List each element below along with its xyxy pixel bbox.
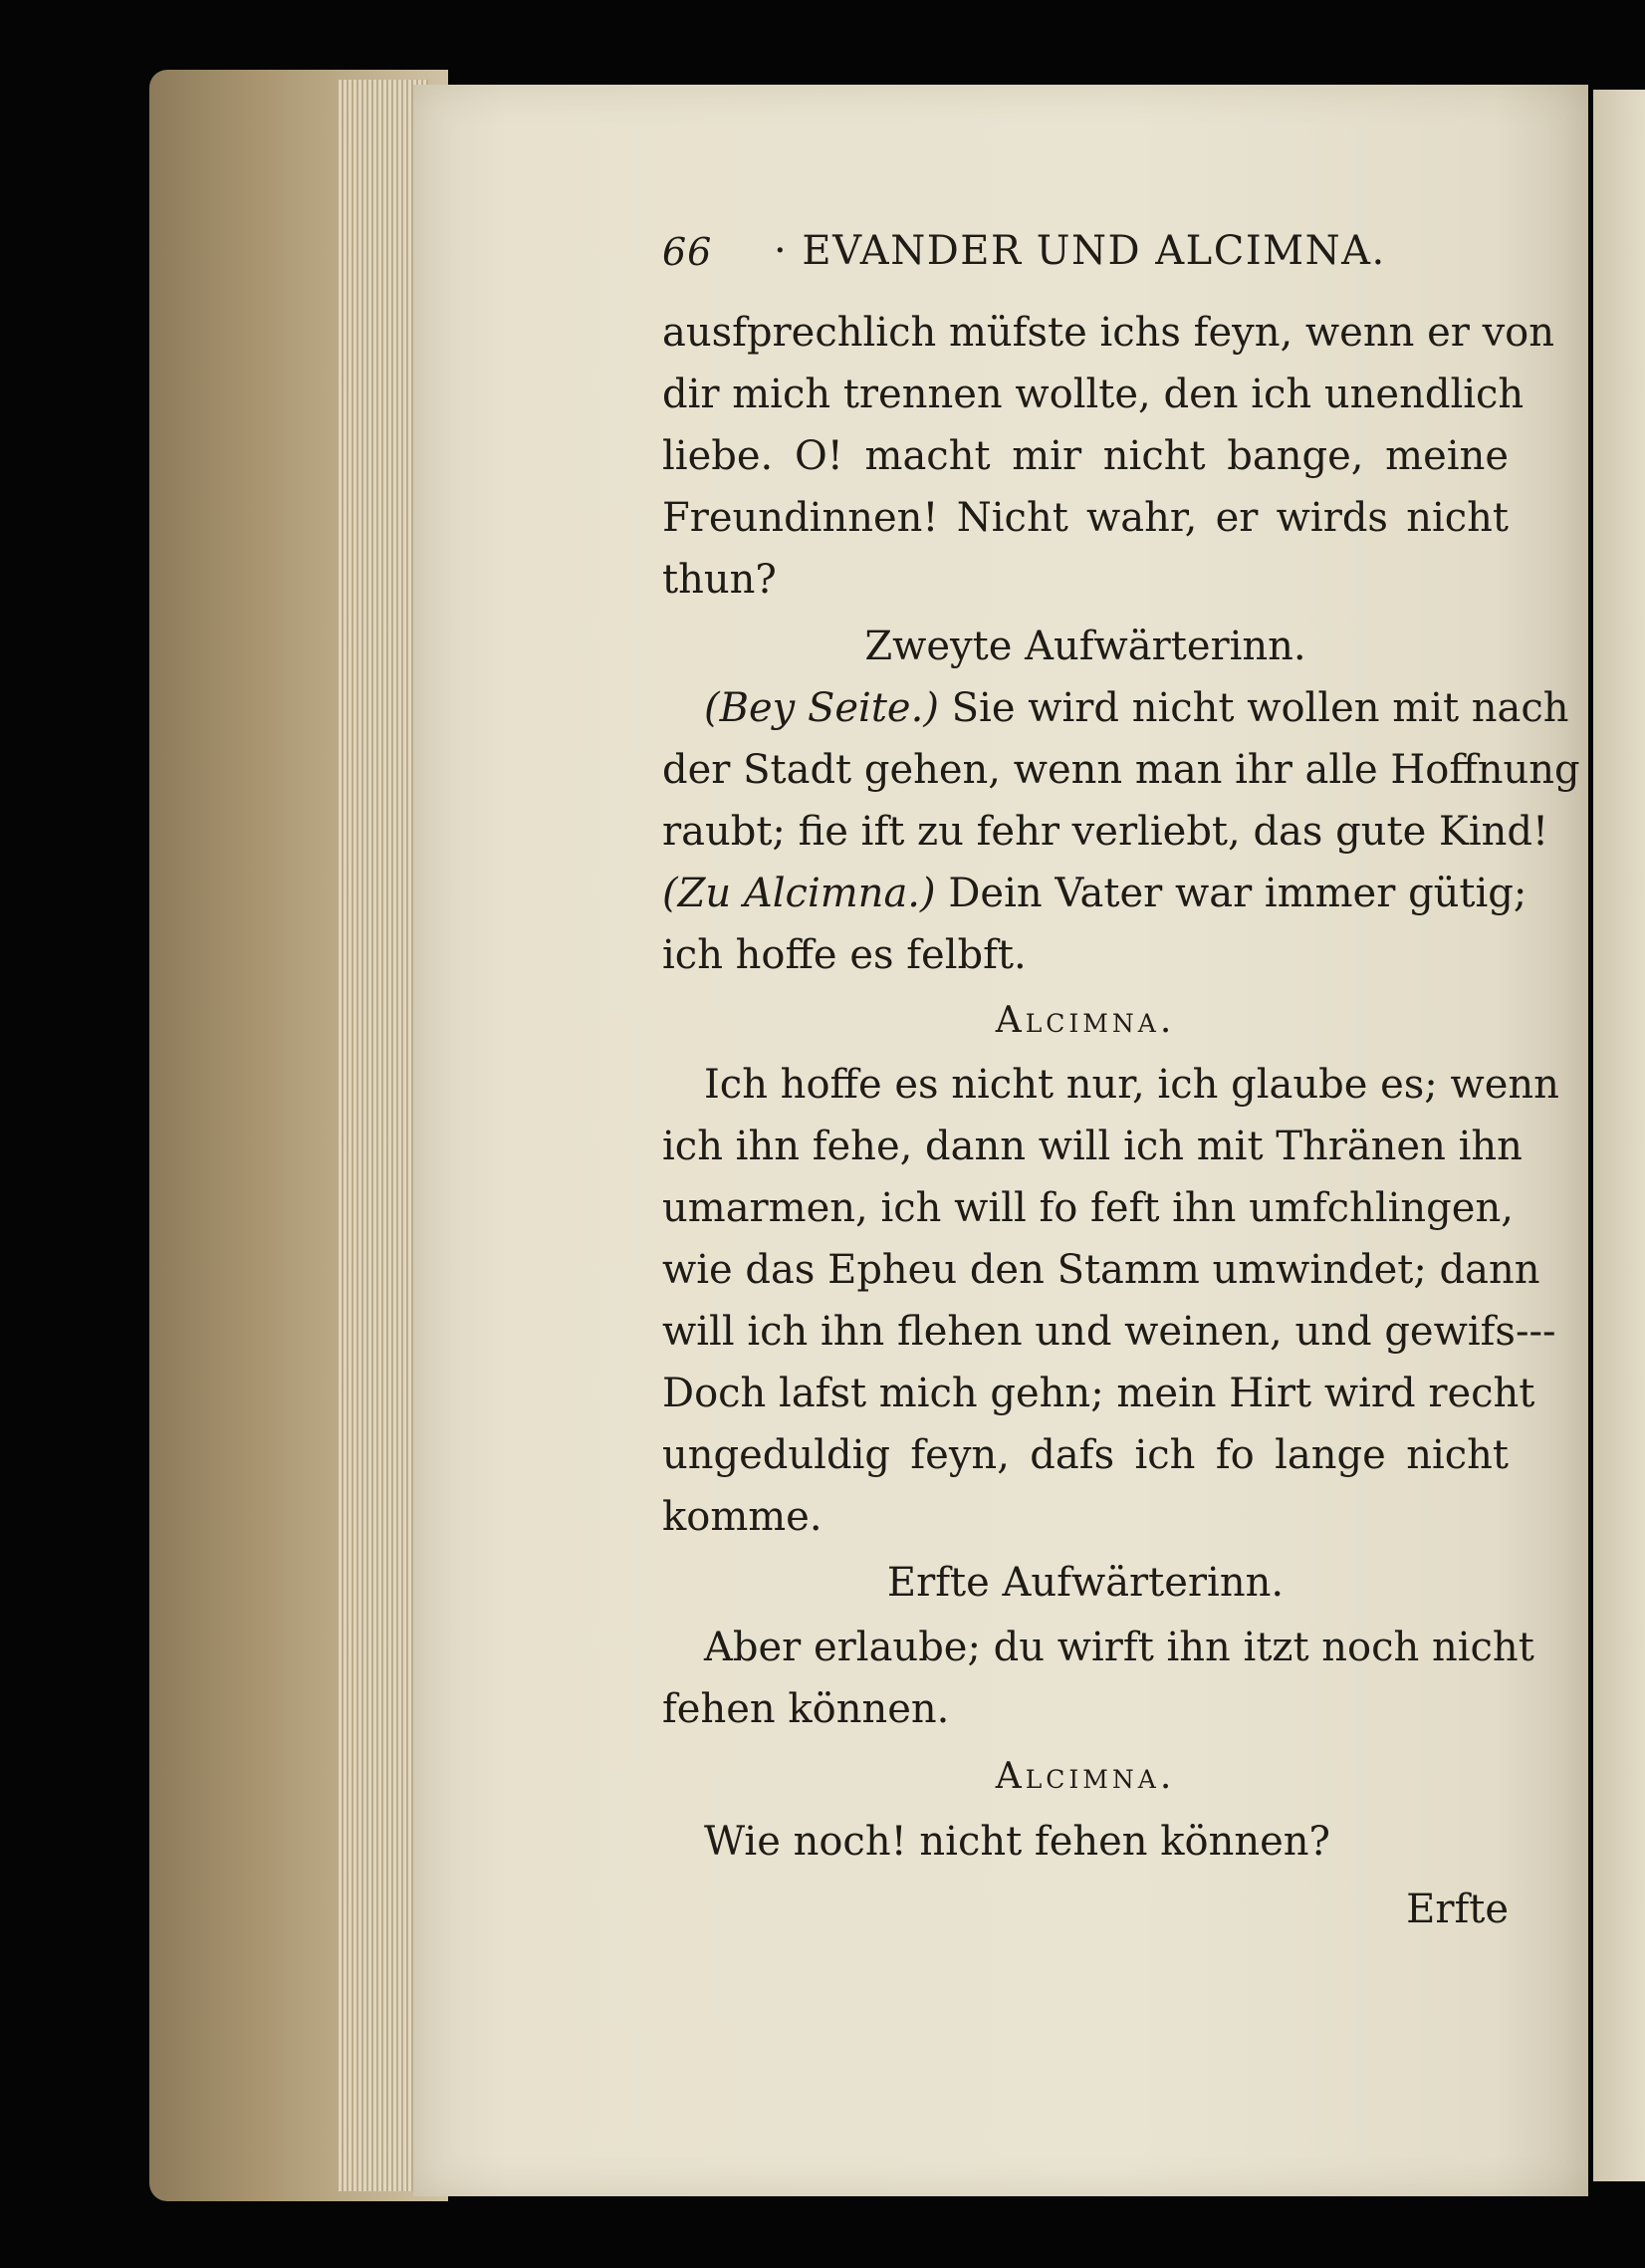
text-line bbox=[662, 870, 1528, 917]
speaker-heading: Alcimna. bbox=[995, 1000, 1176, 1041]
page-header bbox=[662, 224, 1489, 284]
text-line: ungeduldig feyn, dafs ich fo lange nicht bbox=[662, 1432, 1509, 1478]
speaker-heading: Zweyte Aufwärterinn. bbox=[864, 624, 1306, 669]
text-line: Wie noch! nicht fehen können? bbox=[704, 1819, 1331, 1865]
text-line: will ich ihn flehen und weinen, und gewifs--- bbox=[662, 1309, 1556, 1355]
text-line: komme. bbox=[662, 1494, 822, 1540]
text-line: Ich hoffe es nicht nur, ich glaube es; wenn bbox=[704, 1062, 1559, 1108]
running-title: · EVANDER UND ALCIMNA. bbox=[774, 228, 1386, 274]
text-line: Freundinnen! Nicht wahr, er wirds nicht bbox=[662, 495, 1509, 541]
text-line: ich hoffe es felbft. bbox=[662, 932, 1027, 978]
page-number: 66 bbox=[662, 230, 713, 274]
text-line: wie das Epheu den Stamm umwindet; dann bbox=[662, 1247, 1540, 1293]
text-line: fehen können. bbox=[662, 1686, 950, 1732]
facing-page-edge bbox=[1593, 90, 1645, 2181]
text-line: liebe. O! macht mir nicht bange, meine bbox=[662, 433, 1509, 479]
text-line: ausfprechlich müfste ichs feyn, wenn er von bbox=[662, 310, 1555, 356]
text-line: Aber erlaube; du wirft ihn itzt noch nicht bbox=[704, 1625, 1534, 1670]
speaker-heading: Alcimna. bbox=[995, 1756, 1176, 1797]
text-line: der Stadt gehen, wenn man ihr alle Hoffnung bbox=[662, 747, 1580, 793]
text-line: dir mich trennen wollte, den ich unendlich bbox=[662, 372, 1525, 417]
text-span: Sie wird nicht wollen mit nach bbox=[938, 685, 1569, 731]
speaker-heading: Erfte Aufwärterinn. bbox=[886, 1560, 1285, 1606]
text-line: umarmen, ich will fo feft ihn umfchlingen, bbox=[662, 1185, 1514, 1231]
stage-direction: (Zu Alcimna.) bbox=[662, 871, 936, 916]
text-line: raubt; fie ift zu fehr verliebt, das gute Kind! bbox=[662, 809, 1549, 855]
stage-direction: (Bey Seite.) bbox=[704, 685, 939, 731]
text-line bbox=[662, 684, 1569, 732]
text-line: Doch lafst mich gehn; mein Hirt wird recht bbox=[662, 1371, 1535, 1416]
text-span: Dein Vater war immer gütig; bbox=[935, 871, 1528, 916]
text-line: thun? bbox=[662, 557, 777, 603]
catchword: Erfte bbox=[1406, 1887, 1509, 1932]
text-line: ich ihn fehe, dann will ich mit Thränen ihn bbox=[662, 1124, 1523, 1169]
